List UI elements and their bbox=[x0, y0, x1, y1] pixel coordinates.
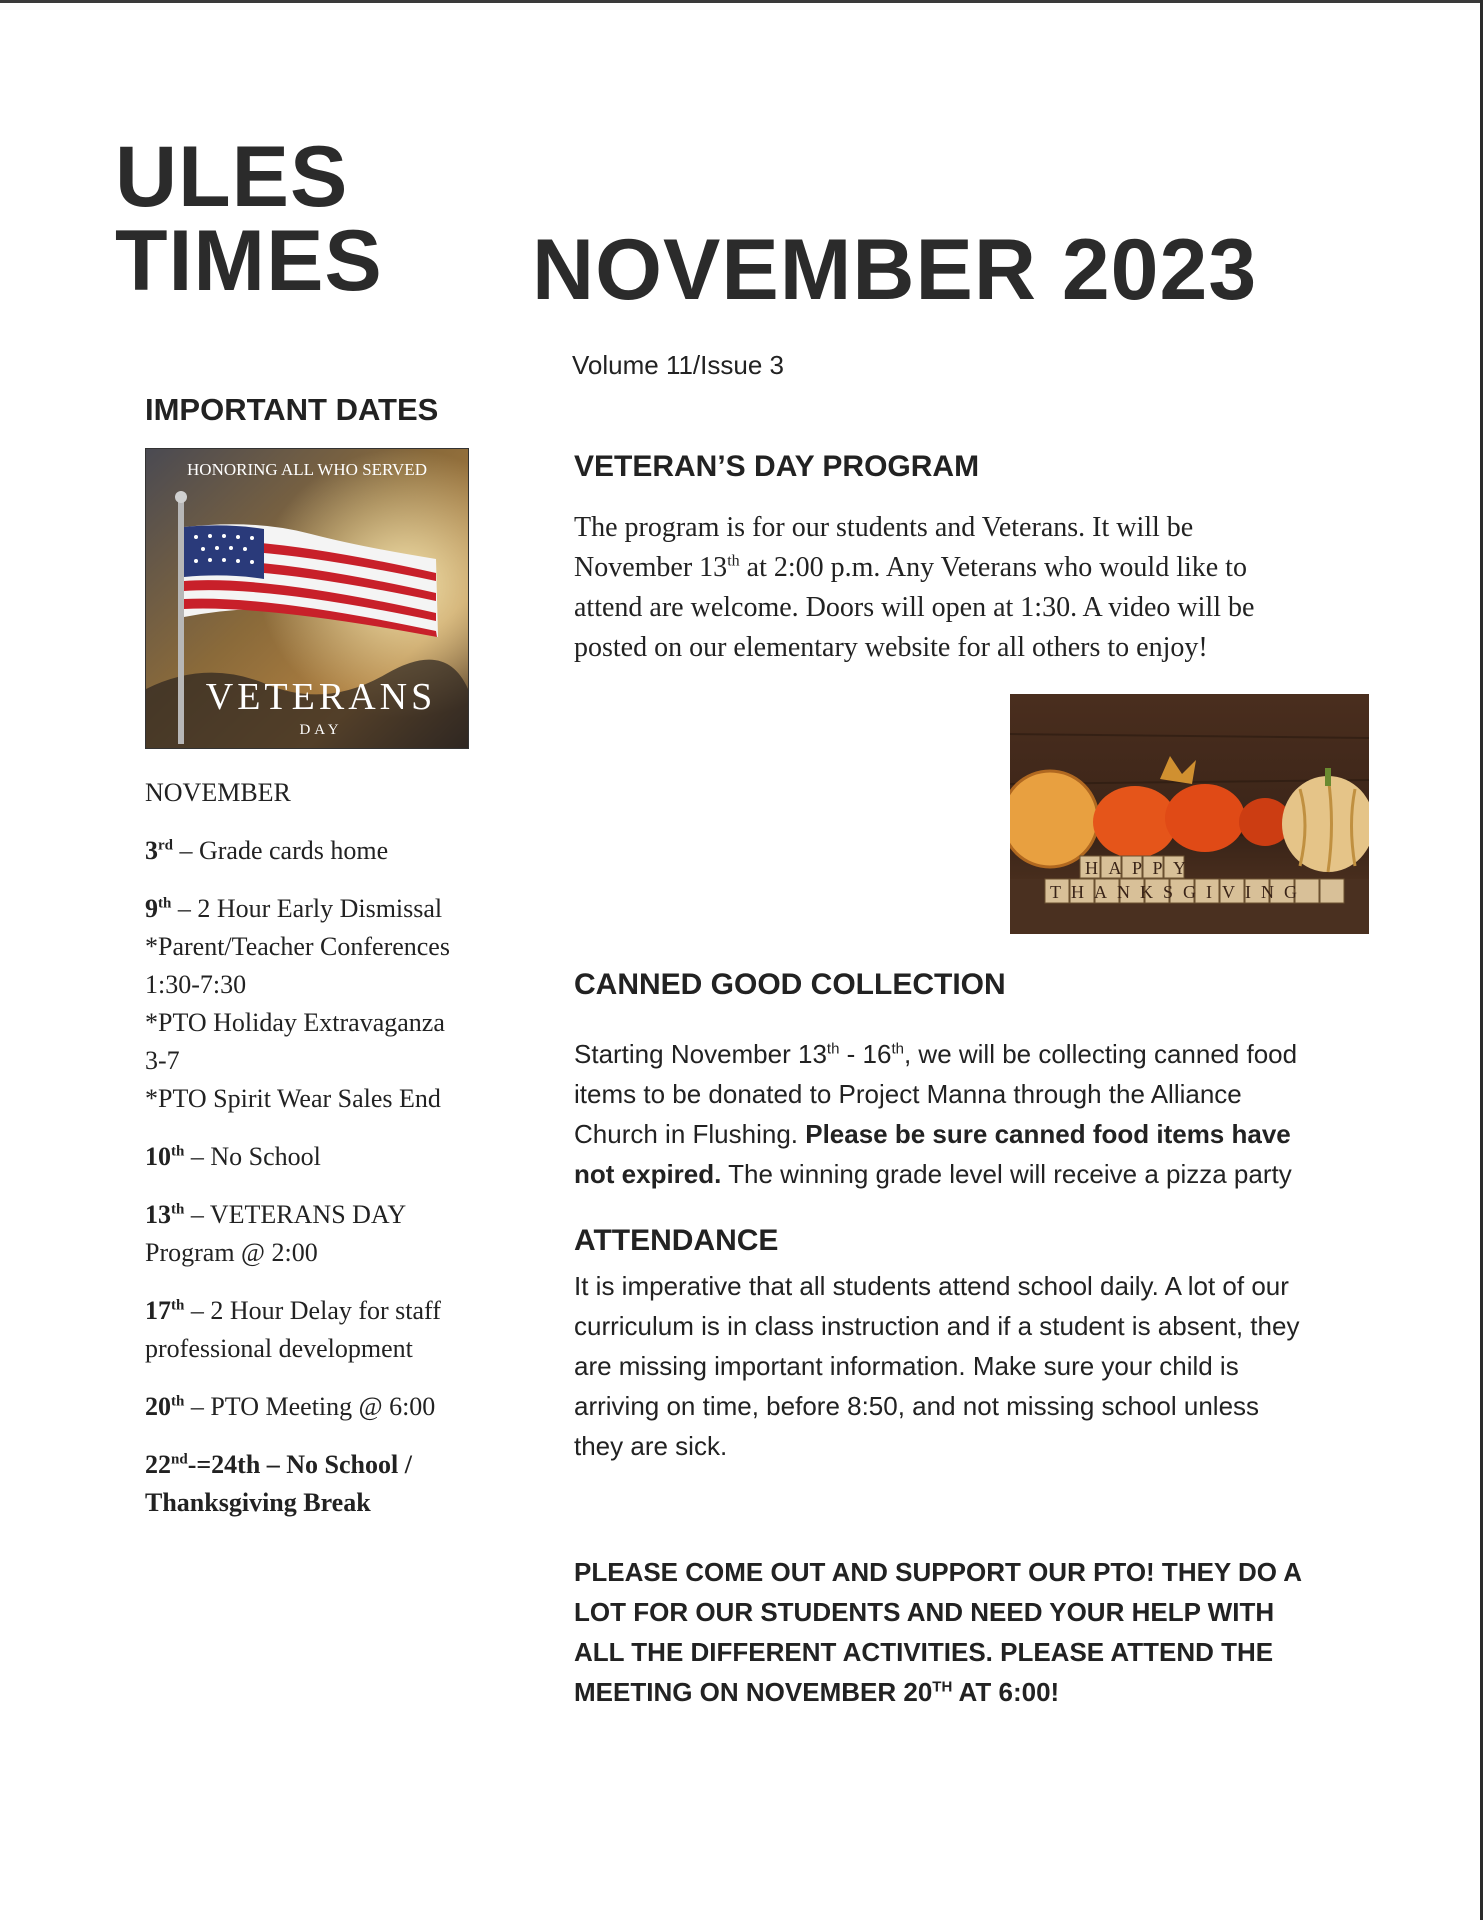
paragraph-text: at 2:00 p.m. Any Veterans who would like to bbox=[739, 552, 1247, 583]
image-row2-text: THANKSGIVING bbox=[1050, 882, 1307, 902]
dates-month: NOVEMBER bbox=[145, 778, 291, 807]
paragraph-text: Starting November 13 bbox=[574, 1039, 827, 1069]
date-item bbox=[145, 1292, 505, 1368]
paragraph-bold: not expired. bbox=[574, 1159, 722, 1189]
paragraph-line: items to be donated to Project Manna through the Alliance bbox=[574, 1079, 1242, 1109]
callout-text: MEETING ON NOVEMBER 20 bbox=[574, 1677, 933, 1707]
callout-line: ALL THE DIFFERENT ACTIVITIES. PLEASE ATTEND THE bbox=[574, 1637, 1274, 1667]
paragraph-text: Church in Flushing. bbox=[574, 1119, 806, 1149]
date-text: Thanksgiving Break bbox=[145, 1488, 371, 1517]
date-text: *PTO Holiday Extravaganza bbox=[145, 1008, 445, 1037]
veterans-heading: VETERAN’S DAY PROGRAM bbox=[574, 450, 980, 483]
paragraph-line: arriving on time, before 8:50, and not missing school unless bbox=[574, 1391, 1260, 1421]
date-suffix: th bbox=[171, 1393, 185, 1410]
issue-month: NOVEMBER 2023 bbox=[532, 222, 1258, 318]
date-suffix: th bbox=[158, 895, 172, 912]
date-text: – 2 Hour Delay for staff bbox=[190, 1296, 441, 1325]
date-suffix: th bbox=[171, 1297, 185, 1314]
date-suffix: rd bbox=[158, 837, 173, 854]
date-day: 20 bbox=[145, 1392, 171, 1421]
masthead-line-2: TIMES bbox=[115, 213, 383, 309]
paragraph-line: posted on our elementary website for all others to enjoy! bbox=[574, 632, 1208, 663]
paragraph-sup: th bbox=[826, 1040, 840, 1058]
date-day: 22 bbox=[145, 1450, 171, 1479]
callout-text: AT 6:00! bbox=[952, 1677, 1060, 1707]
thanksgiving-image bbox=[1010, 694, 1369, 934]
callout-line: PLEASE COME OUT AND SUPPORT OUR PTO! THEY DO A bbox=[574, 1557, 1303, 1587]
masthead-line-1: ULES bbox=[115, 129, 349, 225]
date-day: 9 bbox=[145, 894, 158, 923]
canned-heading: CANNED GOOD COLLECTION bbox=[574, 968, 1006, 1001]
date-item bbox=[145, 1388, 505, 1426]
paragraph-sup: th bbox=[727, 552, 740, 570]
date-text: Program @ 2:00 bbox=[145, 1238, 318, 1267]
paragraph-line bbox=[574, 548, 1354, 588]
veterans-paragraph bbox=[574, 508, 1354, 668]
image-big-text: VETERANS bbox=[205, 676, 437, 718]
volume-issue: Volume 11/Issue 3 bbox=[572, 350, 784, 380]
paragraph-bold: Please be sure canned food items have bbox=[805, 1119, 1291, 1149]
callout-line: LOT FOR OUR STUDENTS AND NEED YOUR HELP WITH bbox=[574, 1597, 1275, 1627]
paragraph-line: curriculum is in class instruction and if a student is absent, they bbox=[574, 1311, 1300, 1341]
date-suffix: th bbox=[171, 1201, 185, 1218]
attendance-paragraph bbox=[574, 1266, 1374, 1466]
paragraph-line: It is imperative that all students attend school daily. A lot of our bbox=[574, 1271, 1289, 1301]
canned-paragraph bbox=[574, 1034, 1374, 1194]
paragraph-line bbox=[574, 1034, 1374, 1074]
date-day: 3 bbox=[145, 836, 158, 865]
paragraph-line: attend are welcome. Doors will open at 1:30. A video will be bbox=[574, 592, 1255, 623]
date-item bbox=[145, 890, 505, 1118]
scan-edge-top bbox=[0, 0, 1483, 3]
date-text: *PTO Spirit Wear Sales End bbox=[145, 1084, 441, 1113]
date-text: -=24th – No School / bbox=[187, 1450, 412, 1479]
date-suffix: nd bbox=[171, 1451, 188, 1468]
paragraph-line bbox=[574, 1154, 1374, 1194]
date-day: 17 bbox=[145, 1296, 171, 1325]
date-text: – VETERANS DAY bbox=[190, 1200, 407, 1229]
paragraph-text: The winning grade level will receive a pizza party bbox=[721, 1159, 1292, 1189]
date-text: – PTO Meeting @ 6:00 bbox=[190, 1392, 436, 1421]
callout-sup: TH bbox=[932, 1678, 953, 1696]
date-text: – 2 Hour Early Dismissal bbox=[177, 894, 443, 923]
dates-list bbox=[145, 774, 505, 1542]
paragraph-line bbox=[574, 1114, 1374, 1154]
date-item bbox=[145, 1446, 505, 1522]
callout-line bbox=[574, 1672, 1374, 1712]
image-small-text: DAY bbox=[299, 722, 343, 738]
date-text: professional development bbox=[145, 1334, 413, 1363]
attendance-heading: ATTENDANCE bbox=[574, 1224, 779, 1257]
paragraph-sup: th bbox=[891, 1040, 904, 1058]
date-day: 13 bbox=[145, 1200, 171, 1229]
paragraph-line: they are sick. bbox=[574, 1431, 728, 1461]
date-item bbox=[145, 1138, 505, 1176]
paragraph-line: are missing important information. Make sure your child is bbox=[574, 1351, 1239, 1381]
date-day: 10 bbox=[145, 1142, 171, 1171]
veterans-day-image bbox=[145, 448, 469, 749]
important-dates-title: IMPORTANT DATES bbox=[145, 392, 439, 427]
masthead bbox=[115, 129, 383, 309]
date-text: – No School bbox=[190, 1142, 321, 1171]
date-text: 3-7 bbox=[145, 1046, 180, 1075]
image-row1-text: HAPPY bbox=[1085, 858, 1197, 878]
date-suffix: th bbox=[171, 1143, 185, 1160]
paragraph-text: November 13 bbox=[574, 552, 728, 583]
paragraph-text: - 16 bbox=[839, 1039, 892, 1069]
date-item bbox=[145, 1196, 505, 1272]
image-top-text: HONORING ALL WHO SERVED bbox=[187, 460, 427, 479]
pto-callout bbox=[574, 1552, 1374, 1712]
date-item bbox=[145, 832, 505, 870]
paragraph-line: The program is for our students and Veterans. It will be bbox=[574, 512, 1194, 543]
paragraph-text: , we will be collecting canned food bbox=[903, 1039, 1298, 1069]
date-text: *Parent/Teacher Conferences bbox=[145, 932, 450, 961]
date-text: 1:30-7:30 bbox=[145, 970, 247, 999]
date-text: – Grade cards home bbox=[179, 836, 389, 865]
